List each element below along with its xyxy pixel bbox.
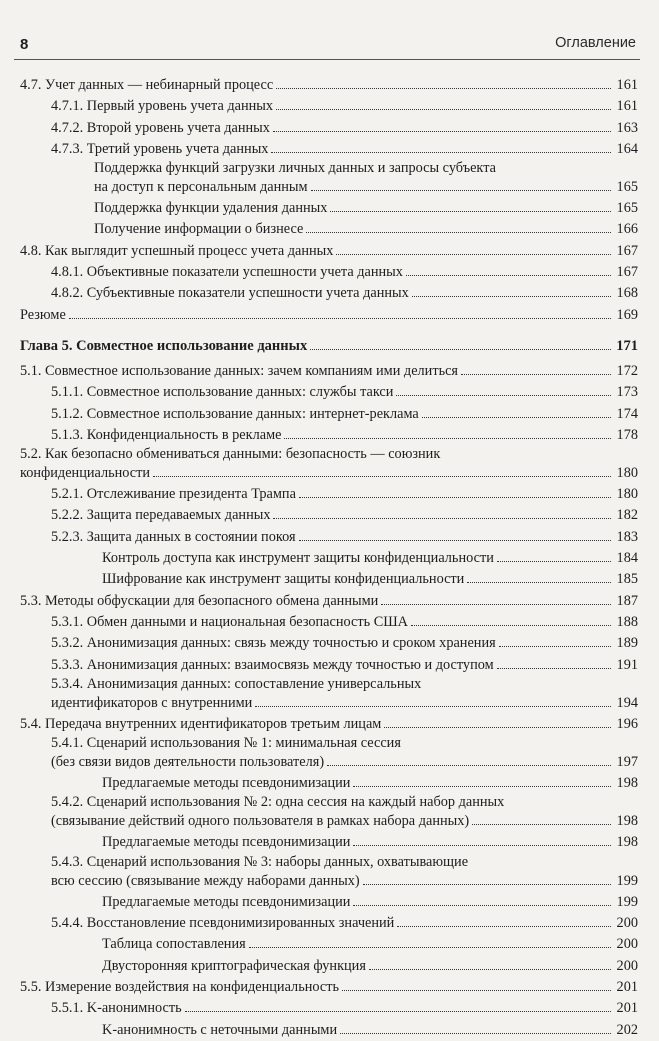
- leader-dots: [327, 764, 611, 766]
- toc-entry-page: 198: [616, 775, 638, 792]
- toc-entry-title: Резюме: [20, 306, 66, 323]
- toc-entry: [20, 404, 638, 425]
- toc-entry-title: 5.2.1. Отслеживание президента Трампа: [51, 486, 296, 503]
- toc-entry: [20, 794, 638, 832]
- toc-entry: [20, 382, 638, 403]
- toc-entry: [20, 446, 638, 484]
- toc-entry: [20, 198, 638, 219]
- leader-dots: [406, 274, 611, 276]
- leader-dots: [284, 437, 611, 439]
- page-header: [14, 34, 640, 56]
- leader-dots: [276, 108, 611, 110]
- leader-dots: [330, 210, 611, 212]
- leader-dots: [306, 231, 611, 233]
- toc-entry: [20, 832, 638, 853]
- toc-entry-title: 4.8. Как выглядит успешный процесс учета данных: [20, 242, 334, 259]
- toc-entry: [20, 96, 638, 117]
- toc-entry-page: 189: [616, 635, 638, 652]
- toc-entry-title: 4.8.1. Объективные показатели успешности учета данных: [51, 264, 403, 281]
- running-head: Оглавление: [555, 35, 636, 51]
- leader-dots: [381, 603, 611, 605]
- toc-entry-title: 4.7. Учет данных — небинарный процесс: [20, 77, 274, 93]
- toc-entry-title: Поддержка функции удаления данных: [94, 200, 328, 217]
- toc-entry: [20, 1020, 638, 1041]
- leader-dots: [384, 726, 611, 728]
- toc-entry-page: 201: [616, 1000, 638, 1017]
- toc-entry-title: 5.3. Методы обфускации для безопасного обмена данными: [20, 592, 379, 609]
- toc-entry-page: 202: [616, 1021, 638, 1038]
- leader-dots: [310, 348, 611, 350]
- toc-chapter-entry: [20, 334, 638, 359]
- toc-entry-page: 180: [616, 465, 638, 482]
- toc-entry-page: 200: [616, 915, 638, 932]
- leader-dots: [185, 1010, 611, 1012]
- leader-dots: [353, 844, 611, 846]
- toc-entry-page: 164: [616, 140, 638, 157]
- toc-entry-title-line1: 5.4.3. Сценарий использования № 3: наборы данных, охватывающие: [51, 853, 469, 870]
- toc-entry: [20, 655, 638, 676]
- toc-entry: [20, 160, 638, 198]
- toc-entry-page: 172: [616, 362, 638, 379]
- toc-entry-title: 5.2.2. Защита передаваемых данных: [51, 507, 271, 524]
- page-number: 8: [20, 36, 29, 53]
- toc-entry-title: K-анонимность с неточными данными: [102, 1021, 338, 1038]
- leader-dots: [422, 416, 611, 418]
- toc-entry: [20, 118, 638, 139]
- leader-dots: [342, 989, 611, 991]
- toc-entry-page: 200: [616, 936, 638, 953]
- toc-entry-page: 167: [616, 264, 638, 281]
- toc-entry: [20, 676, 638, 714]
- leader-dots: [499, 645, 611, 647]
- toc-entry-page: 197: [616, 754, 638, 771]
- toc-entry-title: 5.3.3. Анонимизация данных: взаимосвязь между точностью и доступом: [51, 656, 494, 673]
- toc-entry-page: 191: [616, 656, 638, 673]
- toc-entry-title: Предлагаемые методы псевдонимизации: [102, 893, 351, 910]
- toc-entry: [20, 854, 638, 892]
- toc-entry: [20, 241, 638, 262]
- toc-entry-title: Предлагаемые методы псевдонимизации: [102, 775, 351, 792]
- toc-entry-page: 182: [616, 507, 638, 524]
- toc-entry: [20, 633, 638, 654]
- leader-dots: [353, 785, 611, 787]
- toc-entry-title: Получение информации о бизнесе: [94, 221, 304, 238]
- toc-entry: [20, 773, 638, 794]
- toc-entry-page: 180: [616, 486, 638, 503]
- toc-entry-page: 199: [616, 893, 638, 910]
- toc-entry: [20, 714, 638, 735]
- toc-entry: [20, 612, 638, 633]
- toc-entry-page: 161: [616, 98, 638, 115]
- leader-dots: [369, 968, 611, 970]
- toc-entry-page: 161: [616, 77, 638, 93]
- leader-dots: [497, 560, 611, 562]
- toc-entry: [20, 219, 638, 240]
- toc-entry-title: Контроль доступа как инструмент защиты конфиденциальности: [102, 550, 494, 567]
- toc-entry: [20, 591, 638, 612]
- toc-entry: [20, 913, 638, 934]
- toc-entry-page: 163: [616, 119, 638, 136]
- toc-entry: [20, 75, 638, 96]
- toc-entry-page: 166: [616, 221, 638, 238]
- toc-entry-page: 187: [616, 592, 638, 609]
- toc-entry: [20, 892, 638, 913]
- toc-entry-page: 174: [616, 405, 638, 422]
- leader-dots: [396, 394, 611, 396]
- toc-entry-title: 5.3.1. Обмен данными и национальная безопасность США: [51, 613, 409, 630]
- toc-entry-page: 169: [616, 306, 638, 323]
- toc-entry-page: 199: [616, 872, 638, 889]
- toc-entry: [20, 735, 638, 773]
- toc-entry: [20, 484, 638, 505]
- leader-dots: [273, 130, 611, 132]
- leader-dots: [497, 667, 611, 669]
- toc-entry-page: 196: [616, 715, 638, 732]
- leader-dots: [467, 581, 611, 583]
- toc-entry-title: 5.4. Передача внутренних идентификаторов третьим лицам: [20, 715, 382, 732]
- toc-entry-page: 194: [616, 694, 638, 711]
- toc-entry-page: 167: [616, 242, 638, 259]
- leader-dots: [311, 189, 611, 191]
- toc-entry: [20, 956, 638, 977]
- toc-entry-title: 4.7.2. Второй уровень учета данных: [51, 119, 270, 136]
- leader-dots: [69, 317, 611, 319]
- toc-entry-page: 173: [616, 384, 638, 401]
- leader-dots: [336, 253, 611, 255]
- toc-entry-title: Таблица сопоставления: [102, 936, 246, 953]
- toc-entry: [20, 305, 638, 326]
- leader-dots: [299, 539, 611, 541]
- toc-entry-page: 198: [616, 834, 638, 851]
- leader-dots: [472, 823, 611, 825]
- toc-entry: [20, 527, 638, 548]
- toc-entry-page: 201: [616, 978, 638, 995]
- toc-entry: [20, 977, 638, 998]
- toc-entry: [20, 283, 638, 304]
- leader-dots: [411, 624, 611, 626]
- toc-entry-title: Предлагаемые методы псевдонимизации: [102, 834, 351, 851]
- leader-dots: [412, 295, 611, 297]
- table-of-contents: [20, 75, 638, 1041]
- toc-entry-page: 198: [616, 813, 638, 830]
- toc-entry-page: 185: [616, 571, 638, 588]
- toc-entry-page: 178: [616, 426, 638, 443]
- toc-entry-title: 5.1.1. Совместное использование данных: службы такси: [51, 384, 394, 401]
- leader-dots: [353, 904, 611, 906]
- toc-entry-title: 5.3.2. Анонимизация данных: связь между точностью и сроком хранения: [51, 635, 496, 652]
- toc-entry: [20, 262, 638, 283]
- toc-entry-page: 168: [616, 285, 638, 302]
- toc-entry: [20, 139, 638, 160]
- toc-entry-title: 4.7.1. Первый уровень учета данных: [51, 98, 274, 115]
- toc-entry-page: 165: [616, 200, 638, 217]
- toc-entry-title: 5.2.3. Защита данных в состоянии покоя: [51, 528, 296, 545]
- leader-dots: [271, 151, 611, 153]
- leader-dots: [299, 496, 611, 498]
- toc-entry-title-line1: Поддержка функций загрузки личных данных и запросы субъекта: [94, 160, 496, 177]
- toc-entry-page: 200: [616, 957, 638, 974]
- toc-entry-title: идентификаторов с внутренними: [51, 694, 253, 711]
- toc-entry-title: 5.5. Измерение воздействия на конфиденциальность: [20, 978, 339, 995]
- leader-dots: [255, 705, 611, 707]
- toc-entry-title: 5.5.1. K-анонимность: [51, 1000, 182, 1017]
- leader-dots: [461, 373, 611, 375]
- toc-entry-title: 5.1. Совместное использование данных: зачем компаниям ими делиться: [20, 362, 459, 379]
- header-rule: [14, 59, 640, 60]
- toc-entry: [20, 505, 638, 526]
- toc-entry: [20, 569, 638, 590]
- toc-entry-title: конфиденциальности: [20, 465, 151, 482]
- toc-entry-title: 5.4.4. Восстановление псевдонимизированных значений: [51, 915, 395, 932]
- toc-entry-page: 184: [616, 550, 638, 567]
- toc-entry-title: всю сессию (связывание между наборами данных): [51, 872, 360, 889]
- toc-entry-page: 171: [616, 337, 638, 354]
- toc-entry-title-line1: 5.2. Как безопасно обмениваться данными: безопасность — союзник: [20, 446, 441, 463]
- toc-entry-title: 4.8.2. Субъективные показатели успешности учета данных: [51, 285, 409, 302]
- leader-dots: [273, 517, 611, 519]
- toc-entry: [20, 934, 638, 955]
- toc-entry-title: 5.1.2. Совместное использование данных: интернет-реклама: [51, 405, 419, 422]
- toc-entry-title-line1: 5.4.1. Сценарий использования № 1: минимальная сессия: [51, 735, 401, 752]
- toc-entry-title: 4.7.3. Третий уровень учета данных: [51, 140, 269, 157]
- leader-dots: [363, 883, 611, 885]
- toc-entry-page: 183: [616, 528, 638, 545]
- toc-entry-title: Глава 5. Совместное использование данных: [20, 337, 308, 354]
- toc-entry-title: Шифрование как инструмент защиты конфиденциальности: [102, 571, 465, 588]
- leader-dots: [340, 1032, 611, 1034]
- leader-dots: [276, 87, 611, 89]
- leader-dots: [397, 925, 611, 927]
- toc-entry-page: 188: [616, 613, 638, 630]
- toc-entry: [20, 425, 638, 446]
- leader-dots: [249, 946, 611, 948]
- toc-entry-title: Двусторонняя криптографическая функция: [102, 957, 366, 974]
- toc-entry-title: (связывание действий одного пользователя в рамках набора данных): [51, 813, 470, 830]
- toc-entry-page: 165: [616, 179, 638, 196]
- toc-entry: [20, 998, 638, 1019]
- toc-entry-title: (без связи видов деятельности пользователя): [51, 754, 325, 771]
- toc-entry: [20, 361, 638, 382]
- leader-dots: [153, 475, 611, 477]
- toc-entry-title: на доступ к персональным данным: [94, 179, 308, 196]
- toc-entry-title-line1: 5.3.4. Анонимизация данных: сопоставление универсальных: [51, 675, 422, 692]
- toc-entry-title: 5.1.3. Конфиденциальность в рекламе: [51, 426, 282, 443]
- toc-entry-title-line1: 5.4.2. Сценарий использования № 2: одна сессия на каждый набор данных: [51, 794, 505, 811]
- toc-entry: [20, 548, 638, 569]
